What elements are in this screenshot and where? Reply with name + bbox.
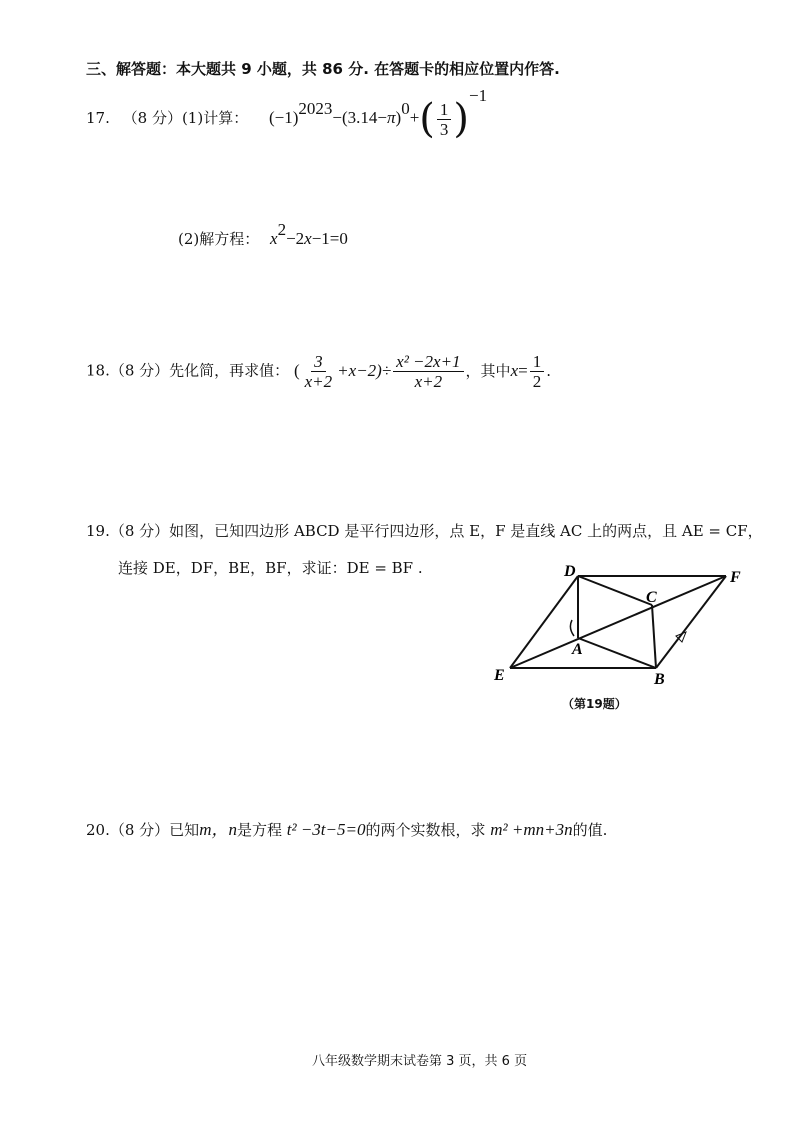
segment-AB — [578, 638, 656, 668]
question-number: 17. — [86, 109, 110, 127]
label-C: C — [646, 589, 657, 606]
question-number: 19. — [86, 522, 110, 540]
angle-mark — [570, 620, 574, 636]
figure-lines — [510, 576, 726, 668]
question-19-line-2: 连接 DE，DF，BE，BF，求证：DE = BF . — [118, 559, 423, 577]
question-18 — [86, 352, 551, 391]
label-E: E — [494, 667, 505, 684]
part-label: (1)计算： — [181, 109, 249, 127]
segment-DC — [578, 576, 652, 605]
question-19-line-1 — [86, 520, 763, 541]
question-17-part-2 — [178, 220, 348, 249]
expression-20: m² +mn+3n — [490, 820, 573, 839]
question-score: （8 分） — [109, 361, 170, 380]
question-score: （8 分） — [109, 821, 170, 839]
question-text: 如图，已知四边形 ABCD 是平行四边形，点 E，F 是直线 AC 上的两点，且 AE = CF， — [169, 522, 763, 540]
question-score: （8 分） — [109, 522, 170, 540]
question-number: 18. — [86, 361, 110, 380]
segment-FB — [656, 576, 726, 668]
figure-caption: （第19题） — [562, 697, 627, 711]
question-text: 先化简，再求值： — [169, 361, 290, 380]
question-17 — [86, 86, 488, 142]
question-score: （8 分） — [122, 109, 182, 127]
equation-17-2: $x^2-2x-1=0$ — [270, 220, 348, 248]
label-D: D — [564, 563, 576, 580]
question-20: 20.（8 分）已知m，n是方程 t² −3t−5=0的两个实数根，求 m² +mn+3n的值. — [86, 820, 608, 839]
label-A: A — [572, 641, 583, 658]
part-label: (2)解方程： — [178, 230, 260, 248]
expression-18: ( $\frac{3}{x+2}$ +x−2)÷ $\frac{\text{x² −2x+1}}{x+2}$ ，其中x= $\frac{1}{2}$ . — [293, 352, 551, 391]
geometry-figure — [490, 560, 750, 700]
segment-CB — [652, 605, 656, 668]
label-F: F — [730, 569, 741, 586]
label-B: B — [654, 671, 665, 688]
section-title: 三、解答题：本大题共 9 小题，共 86 分. 在答题卡的相应位置内作答. — [86, 60, 560, 78]
question-number: 20. — [86, 821, 110, 839]
equation-20: t² −3t−5=0 — [286, 820, 366, 839]
page-footer: 八年级数学期末试卷第 3 页，共 6 页 — [312, 1054, 528, 1069]
expression-17-1: $(-1)^{2023}-(3.14-\pi)^0+$( $\frac{1}{3}$ )$^{-1}$ — [268, 86, 488, 142]
